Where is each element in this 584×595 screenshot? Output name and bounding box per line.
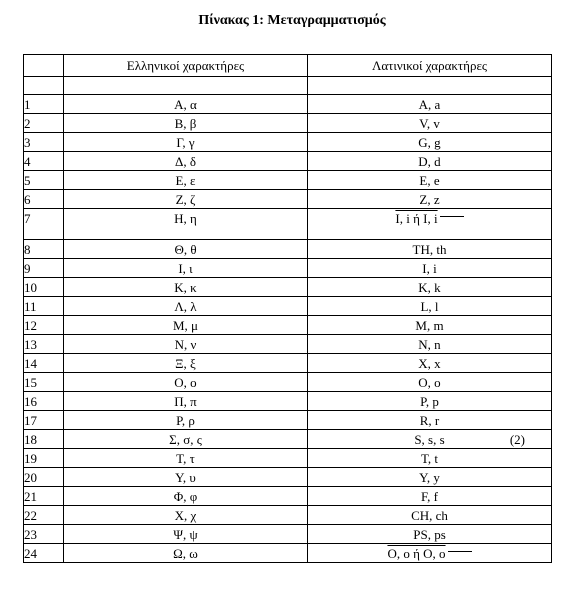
latin-characters (308, 133, 552, 152)
latin-characters (308, 152, 552, 171)
greek-characters: Ε, ε (64, 171, 308, 190)
latin-text: P, p (420, 393, 439, 409)
latin-text: O, o ή O, o (387, 545, 446, 561)
table-row (24, 487, 552, 506)
table-caption: Πίνακας 1: Μεταγραμματισμός (198, 13, 386, 28)
latin-characters (308, 449, 552, 468)
header-greek: Ελληνικοί χαρακτήρες (64, 55, 308, 77)
greek-characters: Ι, ι (64, 259, 308, 278)
latin-characters (308, 171, 552, 190)
latin-characters (308, 411, 552, 430)
latin-characters (308, 335, 552, 354)
transliteration-table (23, 54, 552, 563)
latin-characters (308, 259, 552, 278)
latin-text: L, l (420, 298, 439, 314)
row-number: 8 (24, 240, 64, 259)
table-row (24, 468, 552, 487)
greek-characters: Θ, θ (64, 240, 308, 259)
greek-characters: Δ, δ (64, 152, 308, 171)
greek-characters: Ο, ο (64, 373, 308, 392)
table-row (24, 316, 552, 335)
latin-text: R, r (419, 412, 440, 428)
table-row (24, 259, 552, 278)
latin-text: Z, z (419, 191, 440, 207)
table-row (24, 152, 552, 171)
table-row (24, 278, 552, 297)
table-row (24, 240, 552, 259)
greek-characters: Χ, χ (64, 506, 308, 525)
table-row (24, 449, 552, 468)
greek-characters: Β, β (64, 114, 308, 133)
table-row (24, 209, 552, 240)
greek-characters: Σ, σ, ς (64, 430, 308, 449)
table-row (24, 411, 552, 430)
row-number: 3 (24, 133, 64, 152)
latin-text: X, x (418, 355, 441, 371)
row-number: 5 (24, 171, 64, 190)
latin-characters (308, 297, 552, 316)
row-number: 10 (24, 278, 64, 297)
latin-characters (308, 278, 552, 297)
latin-text: I, i (422, 260, 437, 276)
spacer-cell (308, 77, 552, 95)
row-number: 7 (24, 209, 64, 240)
greek-characters: Τ, τ (64, 449, 308, 468)
row-number: 19 (24, 449, 64, 468)
row-number: 17 (24, 411, 64, 430)
latin-text: Y, y (419, 469, 440, 485)
header-num-cell (24, 55, 64, 77)
greek-characters: Λ, λ (64, 297, 308, 316)
table-row (24, 190, 552, 209)
latin-characters (308, 209, 552, 240)
latin-characters (308, 114, 552, 133)
table-row (24, 114, 552, 133)
table-row (24, 544, 552, 563)
row-number: 6 (24, 190, 64, 209)
latin-text: TH, th (412, 241, 447, 257)
row-number: 4 (24, 152, 64, 171)
row-number: 22 (24, 506, 64, 525)
greek-characters: Μ, μ (64, 316, 308, 335)
greek-characters: Γ, γ (64, 133, 308, 152)
table-row (24, 95, 552, 114)
greek-characters: Α, α (64, 95, 308, 114)
latin-characters (308, 373, 552, 392)
latin-text: N, n (418, 336, 441, 352)
latin-characters (308, 354, 552, 373)
row-number: 9 (24, 259, 64, 278)
greek-characters: Η, η (64, 209, 308, 240)
row-number: 18 (24, 430, 64, 449)
row-number: 13 (24, 335, 64, 354)
greek-characters: Ν, ν (64, 335, 308, 354)
greek-characters: Ω, ω (64, 544, 308, 563)
table-row (24, 525, 552, 544)
greek-characters: Π, π (64, 392, 308, 411)
row-number: 16 (24, 392, 64, 411)
header-latin: Λατινικοί χαρακτήρες (308, 55, 552, 77)
latin-characters (308, 430, 552, 449)
spacer-cell (64, 77, 308, 95)
greek-characters: Φ, φ (64, 487, 308, 506)
row-number: 2 (24, 114, 64, 133)
latin-text: G, g (418, 134, 441, 150)
macron-mark (448, 551, 472, 552)
footnote-ref: (2) (509, 431, 525, 447)
row-number: 21 (24, 487, 64, 506)
latin-characters (308, 240, 552, 259)
latin-characters (308, 95, 552, 114)
latin-text: K, k (418, 279, 441, 295)
latin-text: O, o (418, 374, 441, 390)
latin-characters (308, 506, 552, 525)
row-number: 1 (24, 95, 64, 114)
table-row (24, 133, 552, 152)
table-row (24, 430, 552, 449)
table-row (24, 335, 552, 354)
spacer-cell (24, 77, 64, 95)
row-number: 24 (24, 544, 64, 563)
greek-characters: Ρ, ρ (64, 411, 308, 430)
row-number: 20 (24, 468, 64, 487)
table-row (24, 392, 552, 411)
greek-characters: Ψ, ψ (64, 525, 308, 544)
latin-characters (308, 487, 552, 506)
latin-characters (308, 544, 552, 563)
table-row (24, 297, 552, 316)
latin-characters (308, 468, 552, 487)
row-number: 11 (24, 297, 64, 316)
greek-characters: Κ, κ (64, 278, 308, 297)
table-row (24, 506, 552, 525)
latin-text: F, f (420, 488, 439, 504)
latin-text: T, t (420, 450, 439, 466)
latin-characters (308, 392, 552, 411)
row-number: 14 (24, 354, 64, 373)
latin-characters (308, 525, 552, 544)
latin-text: A, a (418, 96, 441, 112)
macron-mark (440, 216, 464, 217)
table-row (24, 171, 552, 190)
latin-characters (308, 190, 552, 209)
latin-text: CH, ch (411, 507, 448, 523)
latin-text: D, d (418, 153, 441, 169)
row-number: 12 (24, 316, 64, 335)
latin-text: PS, ps (413, 526, 446, 542)
latin-text: V, v (419, 115, 440, 131)
greek-characters: Ξ, ξ (64, 354, 308, 373)
greek-characters: Ζ, ζ (64, 190, 308, 209)
row-number: 23 (24, 525, 64, 544)
spacer-row (24, 77, 552, 95)
table-row (24, 354, 552, 373)
latin-text: I, i ή I, i (395, 211, 438, 226)
latin-text: S, s, s (414, 431, 445, 447)
latin-characters (308, 316, 552, 335)
greek-characters: Υ, υ (64, 468, 308, 487)
row-number: 15 (24, 373, 64, 392)
header-row (24, 55, 552, 77)
latin-text: M, m (415, 317, 444, 333)
table-row (24, 373, 552, 392)
latin-text: E, e (419, 172, 440, 188)
